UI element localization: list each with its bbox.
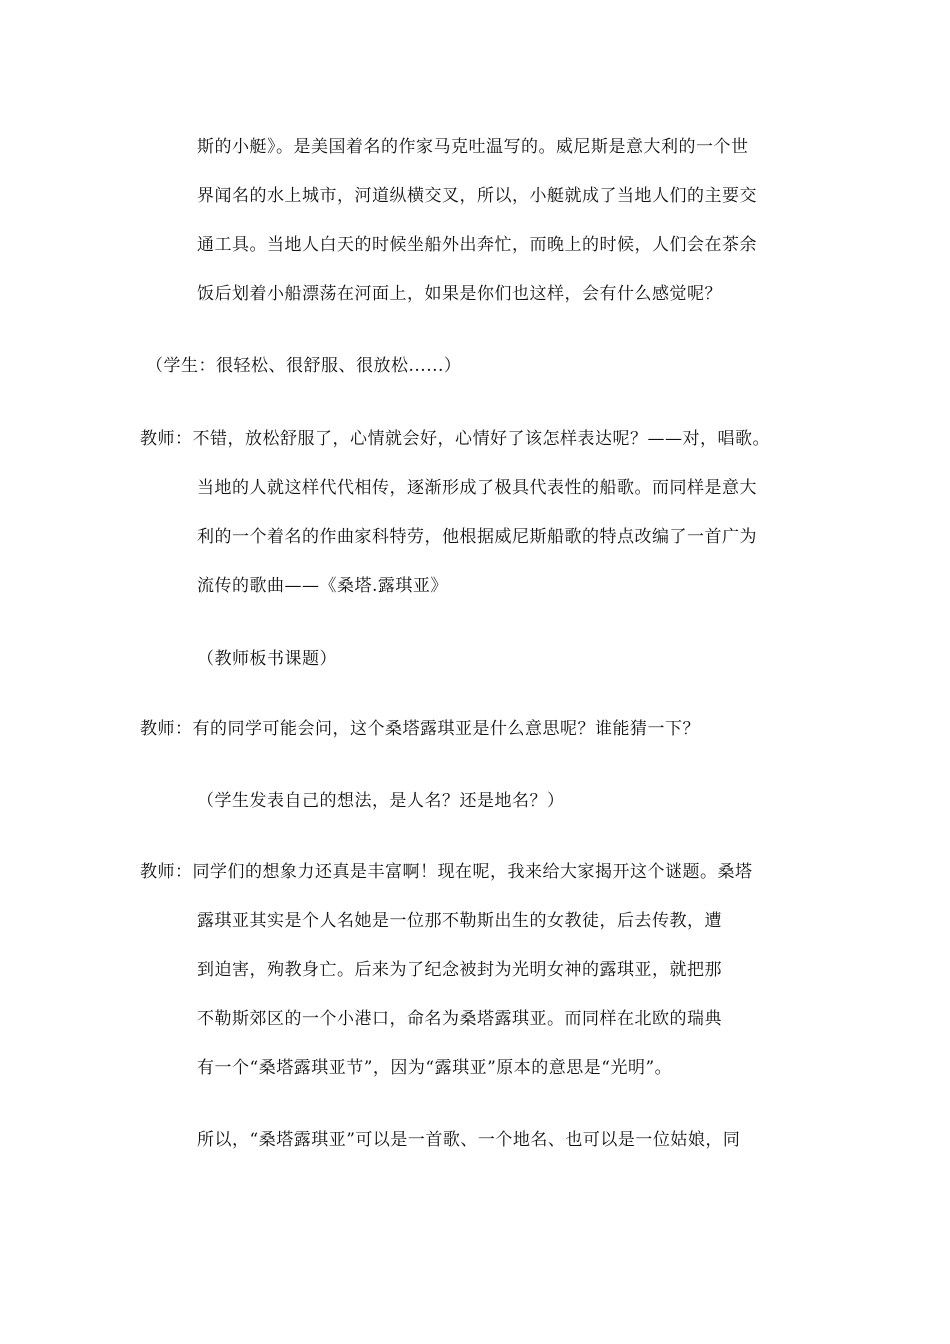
text-line: 教师：不错，放松舒服了，心情就会好，心情好了该怎样表达呢？——对，唱歌。 (140, 429, 770, 449)
text-line: 不勒斯郊区的一个小港口，命名为桑塔露琪亚。而同样在北欧的瑞典 (197, 1009, 722, 1029)
text-line: 教师：同学们的想象力还真是丰富啊！现在呢，我来给大家揭开这个谜题。桑塔 (140, 862, 753, 882)
text-line: 所以，“桑塔露琪亚”可以是一首歌、一个地名、也可以是一位姑娘，同 (197, 1130, 741, 1150)
text-line: 饭后划着小船漂荡在河面上，如果是你们也这样，会有什么感觉呢？ (197, 284, 722, 304)
text-line: 斯的小艇》。是美国着名的作家马克吐温写的。威尼斯是意大利的一个世 (197, 137, 749, 157)
text-line: 有一个“桑塔露琪亚节”，因为“露琪亚”原本的意思是“光明”。 (197, 1058, 673, 1078)
text-line: （教师板书课题） (197, 649, 337, 669)
text-line: 利的一个着名的作曲家科特劳，他根据威尼斯船歌的特点改编了一首广为 (197, 527, 757, 547)
text-line: 通工具。当地人白天的时候坐船外出奔忙，而晚上的时候，人们会在茶余 (197, 235, 757, 255)
text-line: 流传的歌曲——《桑塔.露琪亚》 (197, 576, 448, 596)
text-line: 教师：有的同学可能会问，这个桑塔露琪亚是什么意思呢？谁能猜一下？ (140, 719, 700, 739)
text-line: （学生：很轻松、很舒服、很放松......） (146, 356, 462, 376)
text-line: 界闻名的水上城市，河道纵横交叉，所以，小艇就成了当地人们的主要交 (197, 186, 757, 206)
text-line: 到迫害，殉教身亡。后来为了纪念被封为光明女神的露琪亚，就把那 (197, 960, 722, 980)
text-line: 露琪亚其实是个人名她是一位那不勒斯出生的女教徒，后去传教，遭 (197, 911, 722, 931)
text-line: 当地的人就这样代代相传，逐渐形成了极具代表性的船歌。而同样是意大 (197, 478, 757, 498)
text-line: （学生发表自己的想法，是人名？还是地名？） (197, 791, 565, 811)
